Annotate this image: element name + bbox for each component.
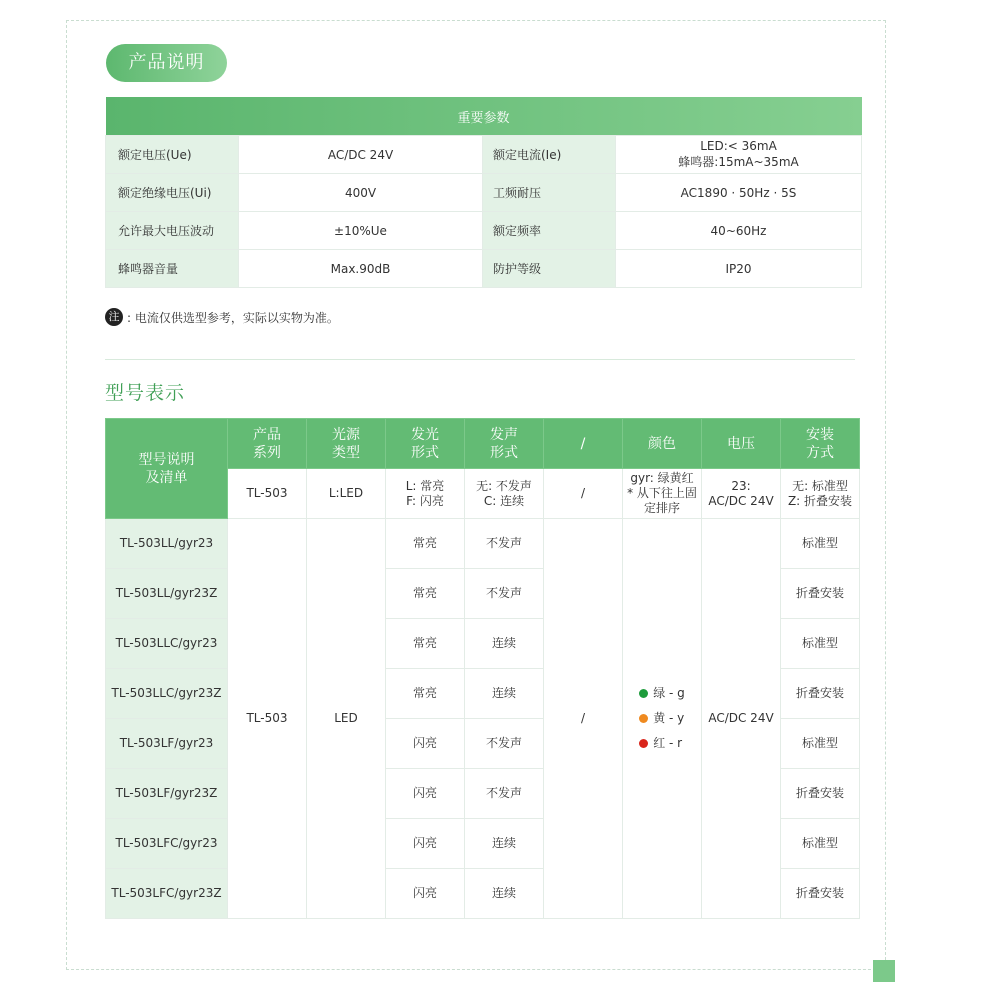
header-source [307, 419, 386, 469]
header-slash [544, 419, 623, 469]
light-cell: 常亮 [386, 619, 465, 669]
note [105, 308, 339, 326]
sound-cell: 连续 [465, 869, 544, 919]
legend-source: L:LED [307, 469, 386, 519]
header-line: / [580, 435, 586, 452]
header-line: 光源 [332, 426, 360, 443]
header-mounting [781, 419, 860, 469]
light-cell: 常亮 [386, 569, 465, 619]
mount-cell: 折叠安装 [781, 869, 860, 919]
legend-line: 无: 标准型 [792, 478, 848, 493]
light-cell: 闪亮 [386, 719, 465, 769]
parameters-header: 重要参数 [106, 97, 862, 136]
param-label: 额定电流(Ie) [483, 136, 616, 174]
param-value [616, 136, 862, 174]
param-row [106, 212, 862, 250]
sound-cell: 不发声 [465, 769, 544, 819]
legend-line: 23: [731, 478, 751, 493]
model-name: TL-503LL/gyr23 [106, 519, 228, 569]
mount-cell: 折叠安装 [781, 569, 860, 619]
param-value: 400V [239, 174, 483, 212]
legend-mounting [781, 469, 860, 519]
table-row [106, 519, 860, 569]
light-cell: 闪亮 [386, 869, 465, 919]
param-value: Max.90dB [239, 250, 483, 288]
sound-cell: 连续 [465, 669, 544, 719]
legend-color [623, 469, 702, 519]
param-label: 工频耐压 [483, 174, 616, 212]
param-value: AC/DC 24V [239, 136, 483, 174]
legend-line: C: 连续 [483, 493, 525, 508]
sound-cell: 不发声 [465, 569, 544, 619]
header-line: 类型 [332, 444, 360, 461]
header-light-mode [386, 419, 465, 469]
section-title-model: 型号表示 [105, 382, 186, 404]
param-row [106, 174, 862, 212]
model-corner-header [106, 419, 228, 519]
voltage-cell: AC/DC 24V [702, 519, 781, 919]
param-value-line: LED:< 36mA [700, 139, 777, 153]
header-line: 方式 [806, 444, 834, 461]
light-cell: 闪亮 [386, 769, 465, 819]
color-label: 黄 - y [653, 711, 685, 725]
param-label: 额定绝缘电压(Ui) [106, 174, 239, 212]
header-sound-mode [465, 419, 544, 469]
header-line: 系列 [253, 444, 281, 461]
mount-cell: 折叠安装 [781, 769, 860, 819]
param-row [106, 250, 862, 288]
sound-cell: 连续 [465, 819, 544, 869]
param-value: ±10%Ue [239, 212, 483, 250]
color-label: 绿 - g [653, 686, 685, 700]
legend-line: 无: 不发声 [476, 478, 532, 493]
model-name: TL-503LF/gyr23 [106, 719, 228, 769]
param-label: 额定电压(Ue) [106, 136, 239, 174]
legend-line: AC/DC 24V [708, 493, 774, 508]
header-line: 颜色 [648, 435, 676, 452]
header-line: 形式 [490, 444, 518, 461]
legend-line: F: 闪亮 [406, 493, 444, 508]
model-name: TL-503LL/gyr23Z [106, 569, 228, 619]
legend-series: TL-503 [228, 469, 307, 519]
color-label: 红 - r [653, 736, 683, 750]
series-cell: TL-503 [228, 519, 307, 919]
color-item-red [639, 731, 685, 756]
light-cell: 常亮 [386, 519, 465, 569]
legend-line: * 从下往上固 [627, 486, 697, 500]
light-cell: 常亮 [386, 669, 465, 719]
note-icon: 注 [105, 308, 123, 326]
light-cell: 闪亮 [386, 819, 465, 869]
param-label: 防护等级 [483, 250, 616, 288]
header-color [623, 419, 702, 469]
section-divider [105, 359, 855, 360]
header-line: 电压 [727, 435, 755, 452]
param-label: 蜂鸣器音量 [106, 250, 239, 288]
header-line: 发光 [411, 426, 439, 443]
source-cell: LED [307, 519, 386, 919]
model-name: TL-503LF/gyr23Z [106, 769, 228, 819]
legend-slash: / [544, 469, 623, 519]
yellow-dot-icon [639, 714, 648, 723]
param-value: 40~60Hz [616, 212, 862, 250]
legend-line: gyr: 绿黄红 [630, 471, 694, 485]
color-cell [623, 519, 702, 919]
sound-cell: 不发声 [465, 719, 544, 769]
sound-cell: 不发声 [465, 519, 544, 569]
header-line: 型号说明 [138, 451, 195, 468]
param-label: 额定频率 [483, 212, 616, 250]
header-voltage [702, 419, 781, 469]
legend-line: L: 常亮 [405, 478, 445, 493]
param-value-line: 蜂鸣器:15mA~35mA [678, 155, 799, 169]
sound-cell: 连续 [465, 619, 544, 669]
model-name: TL-503LFC/gyr23 [106, 819, 228, 869]
model-name: TL-503LFC/gyr23Z [106, 869, 228, 919]
header-series [228, 419, 307, 469]
mount-cell: 折叠安装 [781, 669, 860, 719]
header-line: 安装 [806, 426, 834, 443]
param-row [106, 136, 862, 174]
mount-cell: 标准型 [781, 619, 860, 669]
model-name: TL-503LLC/gyr23Z [106, 669, 228, 719]
corner-decoration [873, 960, 895, 982]
param-label: 允许最大电压波动 [106, 212, 239, 250]
note-text: : 电流仅供选型参考，实际以实物为准。 [127, 310, 339, 325]
red-dot-icon [639, 739, 648, 748]
color-list [639, 681, 685, 756]
mount-cell: 标准型 [781, 819, 860, 869]
legend-sound [465, 469, 544, 519]
green-dot-icon [639, 689, 648, 698]
mount-cell: 标准型 [781, 519, 860, 569]
color-item-green [639, 681, 685, 706]
legend-line: 定排序 [643, 501, 680, 515]
header-line: 及清单 [145, 469, 188, 486]
legend-line: Z: 折叠安装 [787, 493, 853, 508]
legend-light [386, 469, 465, 519]
header-line: 产品 [253, 426, 281, 443]
parameters-table [105, 97, 862, 288]
param-value: AC1890 · 50Hz · 5S [616, 174, 862, 212]
section-title-product-description: 产品说明 [106, 44, 227, 82]
param-value: IP20 [616, 250, 862, 288]
header-line: 形式 [411, 444, 439, 461]
model-table [105, 418, 860, 919]
color-item-yellow [639, 706, 685, 731]
model-name: TL-503LLC/gyr23 [106, 619, 228, 669]
legend-voltage [702, 469, 781, 519]
mount-cell: 标准型 [781, 719, 860, 769]
slash-cell: / [544, 519, 623, 919]
header-line: 发声 [490, 426, 518, 443]
